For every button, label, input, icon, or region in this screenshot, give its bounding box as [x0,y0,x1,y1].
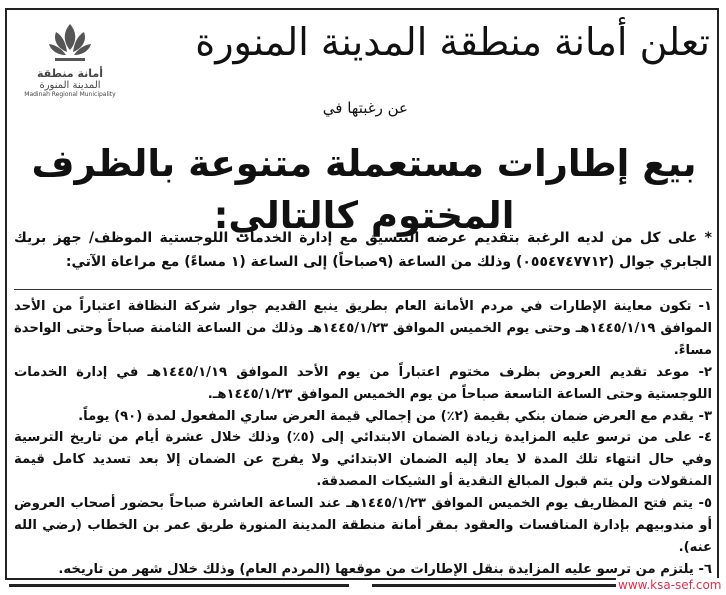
conditions-list [14,296,712,581]
condition-item: ٤- على من ترسو عليه المزايدة زيادة الضمان الابتدائي إلى (٥٪) وذلك خلال عشرة أيام من تاريخ الترسية وفي حال انتهاء تلك المدة لا يعاد إليه الضمان الابتدائي ولا يفرج عن الضمان إلا بعد تسديد كامل قيمة المنقولات ولن يتم قبول المبالغ النقدية أو الشيكات المصدقة. [14,430,712,490]
source-watermark: www.ksa-sef.com [618,578,722,592]
condition-item: ٦- يلتزم من ترسو عليه المزايدة بنقل الإطارات من موقعها (المردم العام) وذلك خلال شهر من تاريخه. [58,561,712,577]
logo-name-ar-line2: المدينة المنورة [39,80,101,91]
sale-headline: بيع إطارات مستعملة متنوعة بالظرف المختوم كالتالي: [31,142,697,237]
palm-emblem-icon [45,20,95,66]
condition-item: ٢- موعد تقديم العروض بظرف مختوم اعتباراً من يوم الأحد الموافق ١٤٤٥/١/١٩هـ في إدارة الخدمات اللوجستية وحتى الساعة التاسعة صباحاً من يوم الخميس الموافق ١٤٤٥/١/٢٣هـ. [14,364,712,402]
condition-item: ٥- يتم فتح المظاريف يوم الخميس الموافق ١٤٤٥/١/٢٣هـ عند الساعة العاشرة صباحاً بحضور أصحاب العروض أو مندوبيهم بإدارة المنافسات والعقود بمقر أمانة منطقة المدينة المنورة طريق عمر بن الخطاب (رضي الله عنه). [14,496,712,555]
section-divider [14,289,712,290]
logo-name-en: Madinah Regional Municipality [24,91,116,98]
intro-paragraph: * على كل من لديه الرغبة بتقديم عرضه التنسيق مع إدارة الخدمات اللوجستية الموظف/ جهز بريك الجابري جوال (٠٥٥٤٧٤٧٧١٢) وذلك من الساعة (٩صباحاً) إلى الساعة (١ مساءً) مع مراعاة الآتي: [14,230,712,270]
announcement-subtitle: عن رغبتها في [322,99,408,117]
municipality-logo [14,20,126,108]
condition-item: ١- تكون معاينة الإطارات في مردم الأمانة العام بطريق ينبع القديم جوار شركة النظافة اعتباراً من الأحد الموافق ١٤٤٥/١/١٩هـ وحتى يوم الخميس الموافق ١٤٤٥/١/٢٣هـ وذلك من الساعة الثامنة صباحاً وحتى الواحدة مساءً. [14,299,712,358]
announcement-title: تعلن أمانة منطقة المدينة المنورة [195,20,710,64]
condition-item: ٣- يقدم مع العرض ضمان بنكي بقيمة (٢٪) من إجمالي قيمة العرض ساري المفعول لمدة (٩٠) يوماً. [78,408,712,424]
footer-rule [9,584,349,587]
logo-name-ar-line1: أمانة منطقة [37,67,103,80]
